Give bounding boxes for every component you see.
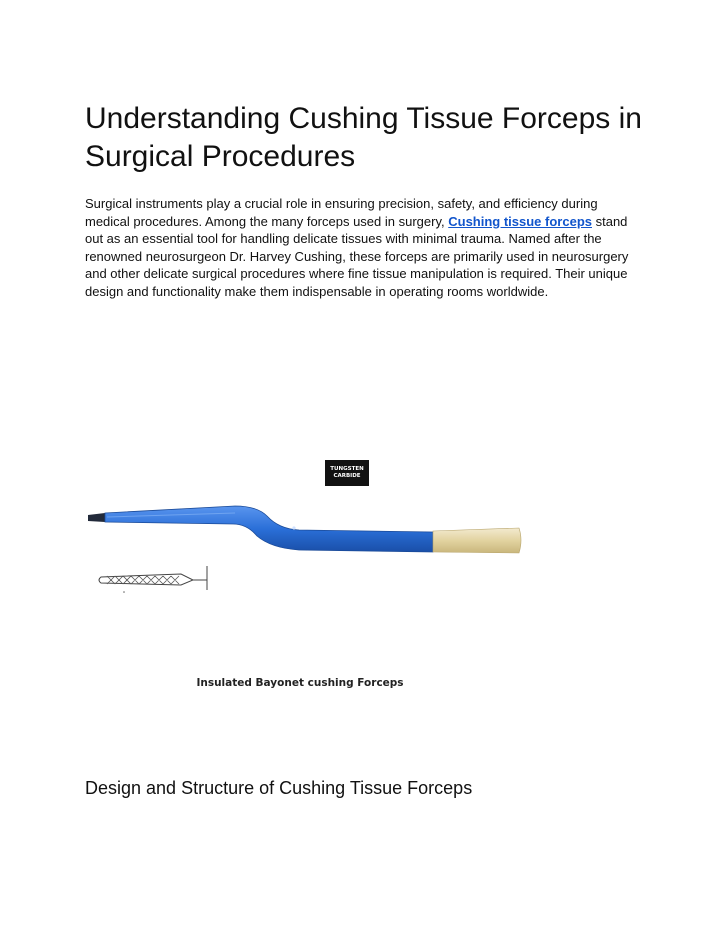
badge-line-1: TUNGSTEN (330, 466, 364, 472)
intro-paragraph (85, 195, 635, 301)
forceps-handle-end (433, 528, 521, 553)
forceps-insulated-body (105, 506, 433, 552)
forceps-pivot-dot (292, 526, 295, 529)
forceps-tip (88, 513, 105, 522)
forceps-figure (85, 440, 545, 710)
intro-text-before-link: Surgical instruments play a crucial role in ensuring precision, safety, and efficiency during medical procedures. Among the many forceps used in surgery, (85, 196, 598, 229)
article-title: Understanding Cushing Tissue Forceps in Surgical Procedures (85, 102, 642, 173)
intro-text-after-link: stand out as an essential tool for handling delicate tissues with minimal trauma. Named after the renowned neurosurgeon Dr. Harvey Cushing, these forceps are primarily used in neurosurgery and other delicate surgical procedures where fine tissue manipulation is required. Their unique design and functionality make them indispensable in operating rooms worldwide. (85, 213, 629, 299)
cushing-forceps-link[interactable]: Cushing tissue forceps (448, 213, 592, 229)
badge-line-2: CARBIDE (333, 473, 361, 479)
tungsten-carbide-badge (325, 460, 369, 486)
forceps-illustration (85, 440, 545, 670)
jaw-serration-detail (99, 566, 207, 593)
figure-caption: Insulated Bayonet cushing Forceps (196, 677, 404, 689)
section-heading: Design and Structure of Cushing Tissue Forceps (85, 778, 473, 798)
